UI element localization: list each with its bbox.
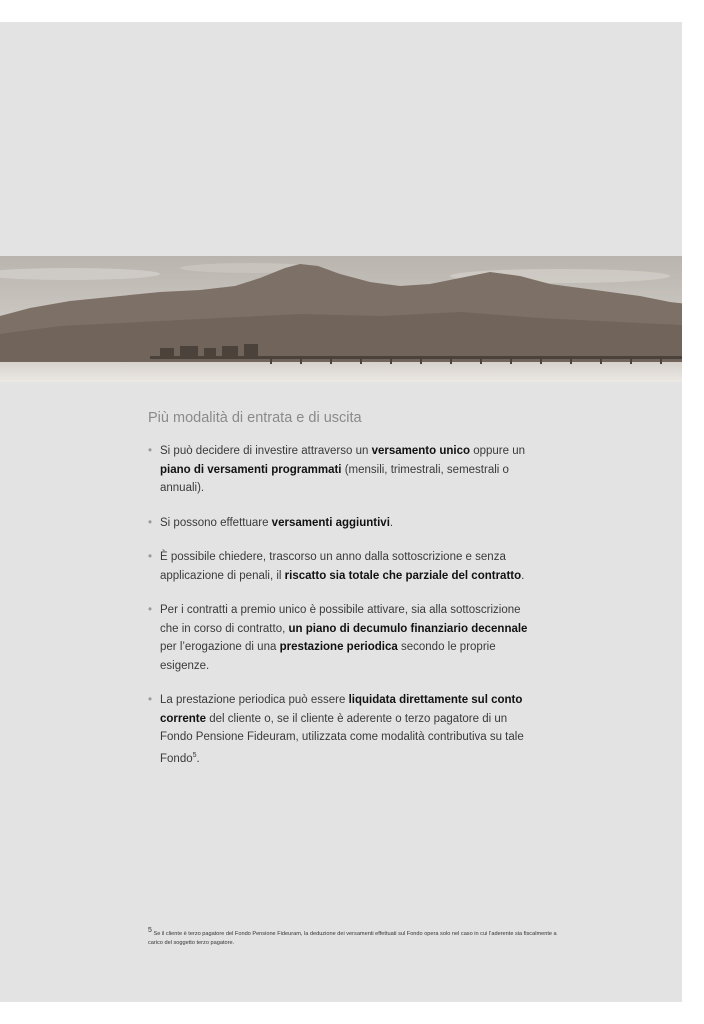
footnote-reference: 5 (192, 751, 197, 759)
list-item: • Si possono effettuare versamenti aggiuntivi. (148, 514, 540, 533)
main-content (148, 410, 540, 784)
list-item: • La prestazione periodica può essere liquidata direttamente sul conto corrente del cliente o, se il cliente è aderente o terzo pagatore di un Fondo Pensione Fideuram, utilizzata come modalità contributiva su tale Fondo$^5$. (148, 691, 540, 768)
footnote-mark: 5 (148, 927, 152, 934)
list-item: • Si può decidere di investire attraverso un versamento unico oppure un piano di versamenti programmati (mensili, trimestrali, semestrali o annuali). (148, 442, 540, 498)
landscape-banner-image (0, 256, 682, 382)
list-item: • Per i contratti a premio unico è possibile attivare, sia alla sottoscrizione che in corso di contratto, un piano di decumulo finanziario decennale per l’erogazione di una prestazione periodica secondo le proprie esigenze. (148, 601, 540, 675)
brochure-page (0, 22, 682, 1002)
feature-list (148, 442, 540, 768)
list-item: • È possibile chiedere, trascorso un anno dalla sottoscrizione e senza applicazione di penali, il riscatto sia totale che parziale del contratto. (148, 548, 540, 585)
footnote: $^5$ Se il cliente è terzo pagatore del Fondo Pensione Fideuram, la deduzione dei versamenti effettuati sul Fondo opera solo nel caso in cui l’aderente sia fiscalmente a carico del soggetto terzo pagatore. (148, 927, 557, 946)
section-heading: Più modalità di entrata e di uscita (148, 410, 362, 426)
